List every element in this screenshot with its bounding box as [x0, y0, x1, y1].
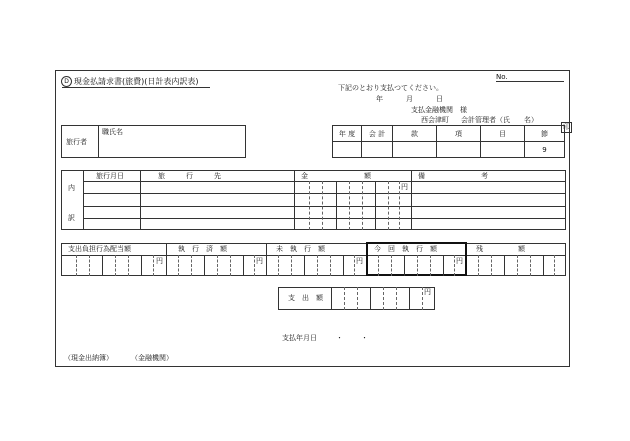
account-value-kan — [393, 142, 437, 158]
header-amount: 金 額 — [301, 172, 371, 180]
rule-line — [430, 255, 431, 276]
header-destination: 旅 行 先 — [158, 172, 221, 180]
rule-line — [83, 193, 566, 194]
rule-line — [354, 255, 355, 276]
payment-request-form — [55, 70, 570, 367]
footer-bank: （金融機関） — [131, 354, 173, 362]
rule-line — [375, 181, 376, 230]
rule-line — [83, 206, 566, 207]
budget-yen-4: 円 — [456, 257, 463, 265]
account-value-year — [333, 142, 362, 158]
account-header-moku: 目 — [481, 126, 525, 142]
budget-header-allocation: 支出負担行為配当額 — [68, 245, 131, 253]
date-year: 年 — [376, 95, 383, 103]
rule-line — [62, 87, 210, 88]
rule-line — [304, 255, 305, 276]
rule-line — [83, 218, 566, 219]
rule-line — [370, 287, 371, 310]
rule-line — [291, 255, 292, 276]
rule-line — [254, 255, 255, 276]
rule-line — [517, 255, 518, 276]
breakdown-side-top: 内 — [68, 184, 75, 192]
rule-line — [83, 170, 84, 230]
rule-line — [391, 255, 392, 276]
rule-line — [331, 287, 332, 310]
paid-date-label: 支払年月日 — [282, 334, 317, 342]
rule-line — [76, 255, 77, 276]
rule-line — [294, 170, 295, 230]
rule-line — [98, 125, 99, 158]
rule-line — [278, 255, 279, 276]
rule-line — [378, 255, 379, 276]
rule-line — [478, 255, 479, 276]
manager-name: 会計管理者（氏 名） — [461, 116, 538, 124]
rule-line — [530, 255, 531, 276]
traveler-label: 旅行者 — [66, 138, 87, 146]
rule-line — [83, 181, 566, 182]
account-header-kan: 款 — [393, 126, 437, 142]
account-table — [332, 125, 565, 158]
rule-line — [454, 255, 455, 276]
date-day: 日 — [436, 95, 443, 103]
breakdown-yen: 円 — [401, 183, 408, 191]
budget-header-balance: 残 額 — [476, 245, 525, 253]
rule-line — [128, 255, 129, 276]
breakdown-side-bottom: 訳 — [68, 214, 75, 222]
account-value-setsu: 9 — [525, 142, 565, 158]
traveler-name-label: 職氏名 — [102, 128, 123, 136]
budget-yen-2: 円 — [256, 257, 263, 265]
rule-line — [554, 255, 555, 276]
bank-line: 支払金融機関 様 — [411, 106, 467, 114]
budget-yen-3: 円 — [356, 257, 363, 265]
rule-line — [404, 255, 405, 276]
rule-line — [317, 255, 318, 276]
budget-yen-1: 円 — [156, 257, 163, 265]
seal-mark: 印 — [563, 123, 570, 131]
rule-line — [349, 181, 350, 230]
rule-line — [191, 255, 192, 276]
rule-line — [217, 255, 218, 276]
account-header-setsu: 節 — [525, 126, 565, 142]
header-travel-date: 旅行月日 — [96, 172, 124, 180]
rule-line — [344, 287, 345, 310]
rule-line — [417, 255, 418, 276]
request-text: 下記のとおり支払つてください。 — [338, 84, 443, 92]
rule-line — [266, 243, 267, 276]
rule-line — [153, 255, 154, 276]
rule-line — [396, 287, 397, 310]
account-value-moku — [481, 142, 525, 158]
budget-header-current: 今 回 執 行 額 — [374, 245, 437, 253]
town-name: 西会津町 — [421, 116, 449, 124]
rule-line — [543, 255, 544, 276]
account-value-kou — [437, 142, 481, 158]
rule-line — [491, 255, 492, 276]
rule-line — [443, 255, 444, 276]
budget-header-executed: 執 行 済 額 — [178, 245, 227, 253]
rule-line — [166, 243, 167, 276]
account-header-year: 年 度 — [333, 126, 362, 142]
rule-line — [362, 181, 363, 230]
rule-line — [343, 255, 344, 276]
rule-line — [411, 170, 412, 230]
account-value-accounting — [362, 142, 393, 158]
rule-line — [399, 181, 400, 230]
rule-line — [357, 287, 358, 310]
rule-line — [141, 255, 142, 276]
form-title: D 現金払請求書(旅費)(日計表内訳表) — [61, 76, 198, 87]
rule-line — [204, 255, 205, 276]
rule-line — [243, 255, 244, 276]
payment-label: 支 出 額 — [288, 294, 323, 302]
rule-line — [388, 181, 389, 230]
footer-ledger: （現金出納簿） — [64, 354, 113, 362]
budget-header-unexecuted: 未 執 行 額 — [276, 245, 325, 253]
rule-line — [330, 255, 331, 276]
rule-line — [309, 181, 310, 230]
rule-line — [230, 255, 231, 276]
header-remarks: 備 考 — [418, 172, 488, 180]
account-header-kou: 項 — [437, 126, 481, 142]
rule-line — [422, 287, 423, 310]
rule-line — [102, 255, 103, 276]
rule-line — [409, 287, 410, 310]
date-month: 月 — [406, 95, 413, 103]
payment-yen: 円 — [424, 288, 431, 296]
account-header-accounting: 会 計 — [362, 126, 393, 142]
rule-line — [336, 181, 337, 230]
no-label: No. — [496, 73, 508, 81]
rule-line — [178, 255, 179, 276]
rule-line — [496, 81, 564, 82]
rule-line — [140, 170, 141, 230]
rule-line — [322, 181, 323, 230]
rule-line — [89, 255, 90, 276]
rule-line — [115, 255, 116, 276]
rule-line — [504, 255, 505, 276]
paid-date-dot-2: ・ — [361, 334, 368, 342]
traveler-box — [61, 125, 246, 158]
rule-line — [383, 287, 384, 310]
paid-date-dot-1: ・ — [336, 334, 343, 342]
circle-mark-icon: D — [61, 76, 72, 87]
